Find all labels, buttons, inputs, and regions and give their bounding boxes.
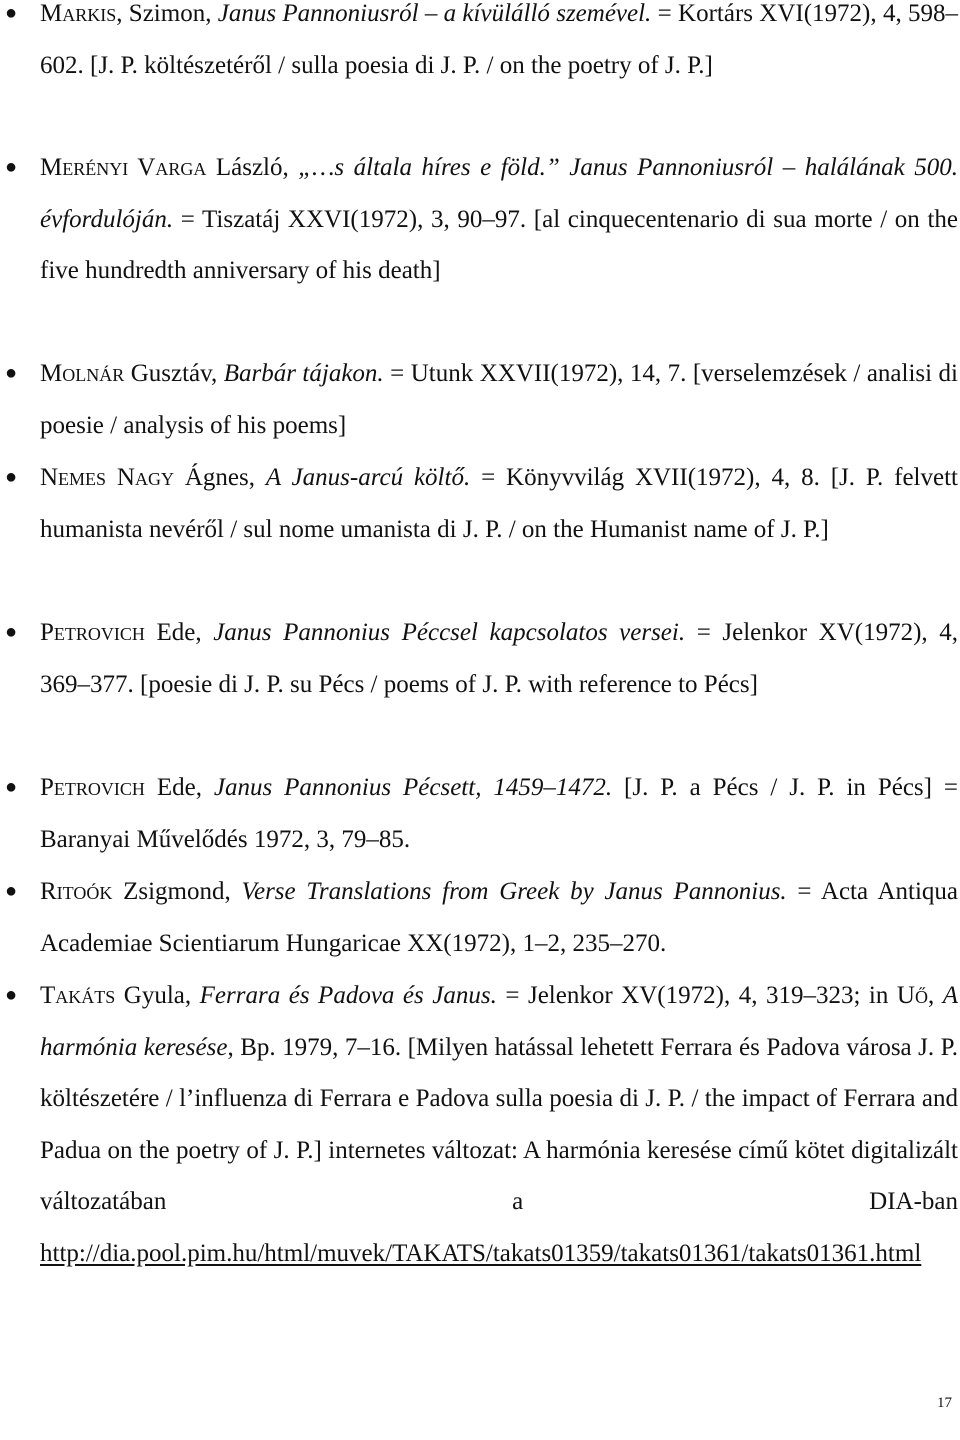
bullet-icon: ● bbox=[5, 362, 18, 384]
bullet-icon: ● bbox=[5, 776, 18, 798]
author-name: Nemes Nagy bbox=[40, 464, 174, 491]
author-given: Gyula, bbox=[115, 982, 200, 1009]
work-title: A Janus-arcú költő. bbox=[265, 464, 471, 491]
author-name: Markis bbox=[40, 0, 117, 27]
citation: [J. P. a Pécs / J. P. in Pécs] = Baranyai Művelődés 1972, 3, 79–85. bbox=[40, 774, 958, 853]
bullet-icon: ● bbox=[5, 466, 18, 488]
author-name: Petrovich bbox=[40, 619, 145, 646]
author-given: Ágnes, bbox=[173, 464, 266, 491]
entry-text bbox=[40, 452, 958, 555]
work-title: Janus Pannoniusról – a kívülálló szemével. bbox=[217, 0, 652, 27]
citation: = Tiszatáj XXVI(1972), 3, 90–97. [al cinquecentenario di sua morte / on the five hundredth anniversary of his death] bbox=[40, 205, 958, 285]
citation: = Jelenkor XV(1972), 4, 369–377. [poesie di J. P. su Pécs / poems of J. P. with reference to Pécs] bbox=[40, 619, 958, 698]
bibliography-entry bbox=[5, 0, 958, 91]
entry-text bbox=[40, 607, 958, 710]
citation: = Acta Antiqua Academiae Scientiarum Hungaricae XX(1972), 1–2, 235–270. bbox=[40, 878, 958, 957]
bibliography-entry bbox=[5, 607, 958, 710]
work-title: Janus Pannonius Péccsel kapcsolatos versei. bbox=[213, 619, 686, 646]
author-name: Takáts bbox=[40, 982, 116, 1009]
bibliography-entry bbox=[5, 762, 958, 865]
author-name: Merényi Varga bbox=[40, 154, 207, 181]
work-title: Ferrara és Padova és Janus. bbox=[199, 982, 497, 1009]
entry-text bbox=[40, 142, 958, 297]
bibliography-entry bbox=[5, 348, 958, 451]
bullet-icon: ● bbox=[5, 621, 18, 643]
entry-text bbox=[40, 762, 958, 865]
work-title: A harmónia keresése bbox=[40, 982, 958, 1061]
bullet-icon: ● bbox=[5, 156, 18, 178]
author-given: Gusztáv, bbox=[124, 360, 224, 387]
same-author-abbrev: Uő bbox=[896, 982, 928, 1009]
work-title: „…s általa híres e föld.” Janus Pannoniusról – halálának 500. évfordulóján. bbox=[40, 154, 958, 233]
entry-text bbox=[40, 0, 958, 91]
dia-link[interactable]: http://dia.pool.pim.hu/html/muvek/TAKATS/takats01359/takats01361/takats01361.html bbox=[40, 1239, 922, 1267]
citation: , Bp. 1979, 7–16. [Milyen hatással lehetett Ferrara és Padova városa J. P. költészetére / l’influenza di Ferrara e Padova sulla poesia di J. P. / the impact of Ferrara and Padua on the poetry of J. P.] internetes változat: A harmónia keresése című kötet digitalizált változatában a DIA-ban bbox=[40, 1033, 958, 1216]
entry-text bbox=[40, 866, 958, 969]
author-given: Zsigmond, bbox=[112, 878, 242, 905]
work-title: Verse Translations from Greek by Janus Pannonius. bbox=[241, 878, 787, 905]
author-name: Molnár bbox=[40, 360, 125, 387]
author-name: Ritoók bbox=[40, 878, 113, 905]
bullet-icon: ● bbox=[5, 2, 18, 24]
page-number: 17 bbox=[937, 1395, 952, 1411]
citation: = Könyvvilág XVII(1972), 4, 8. [J. P. felvett humanista nevéről / sul nome umanista di J. P. / on the Humanist name of J. P.] bbox=[40, 464, 958, 543]
bullet-icon: ● bbox=[5, 880, 18, 902]
work-title: Janus Pannonius Pécsett, 1459–1472. bbox=[213, 774, 613, 801]
bibliography-entry bbox=[5, 142, 958, 297]
entry-text bbox=[40, 348, 958, 451]
citation: = Jelenkor XV(1972), 4, 319–323; in bbox=[496, 982, 897, 1009]
author-name: Petrovich bbox=[40, 774, 145, 801]
bibliography-entry bbox=[5, 452, 958, 555]
bibliography-entry bbox=[5, 970, 958, 1280]
author-given: László, bbox=[206, 154, 299, 181]
author-given: Ede, bbox=[144, 619, 214, 646]
author-given: Ede, bbox=[144, 774, 214, 801]
entry-text bbox=[40, 970, 958, 1280]
work-title: Barbár tájakon. bbox=[223, 360, 384, 387]
bibliography-entry bbox=[5, 866, 958, 969]
author-given: , Szimon, bbox=[116, 0, 218, 27]
citation: = Utunk XXVII(1972), 14, 7. [verselemzések / analisi di poesie / analysis of his poems] bbox=[40, 360, 958, 439]
citation: = Kortárs XVI(1972), 4, 598–602. [J. P. költészetéről / sulla poesia di J. P. / on the poetry of J. P.] bbox=[40, 0, 958, 79]
bullet-icon: ● bbox=[5, 984, 18, 1006]
citation: , bbox=[927, 982, 943, 1009]
